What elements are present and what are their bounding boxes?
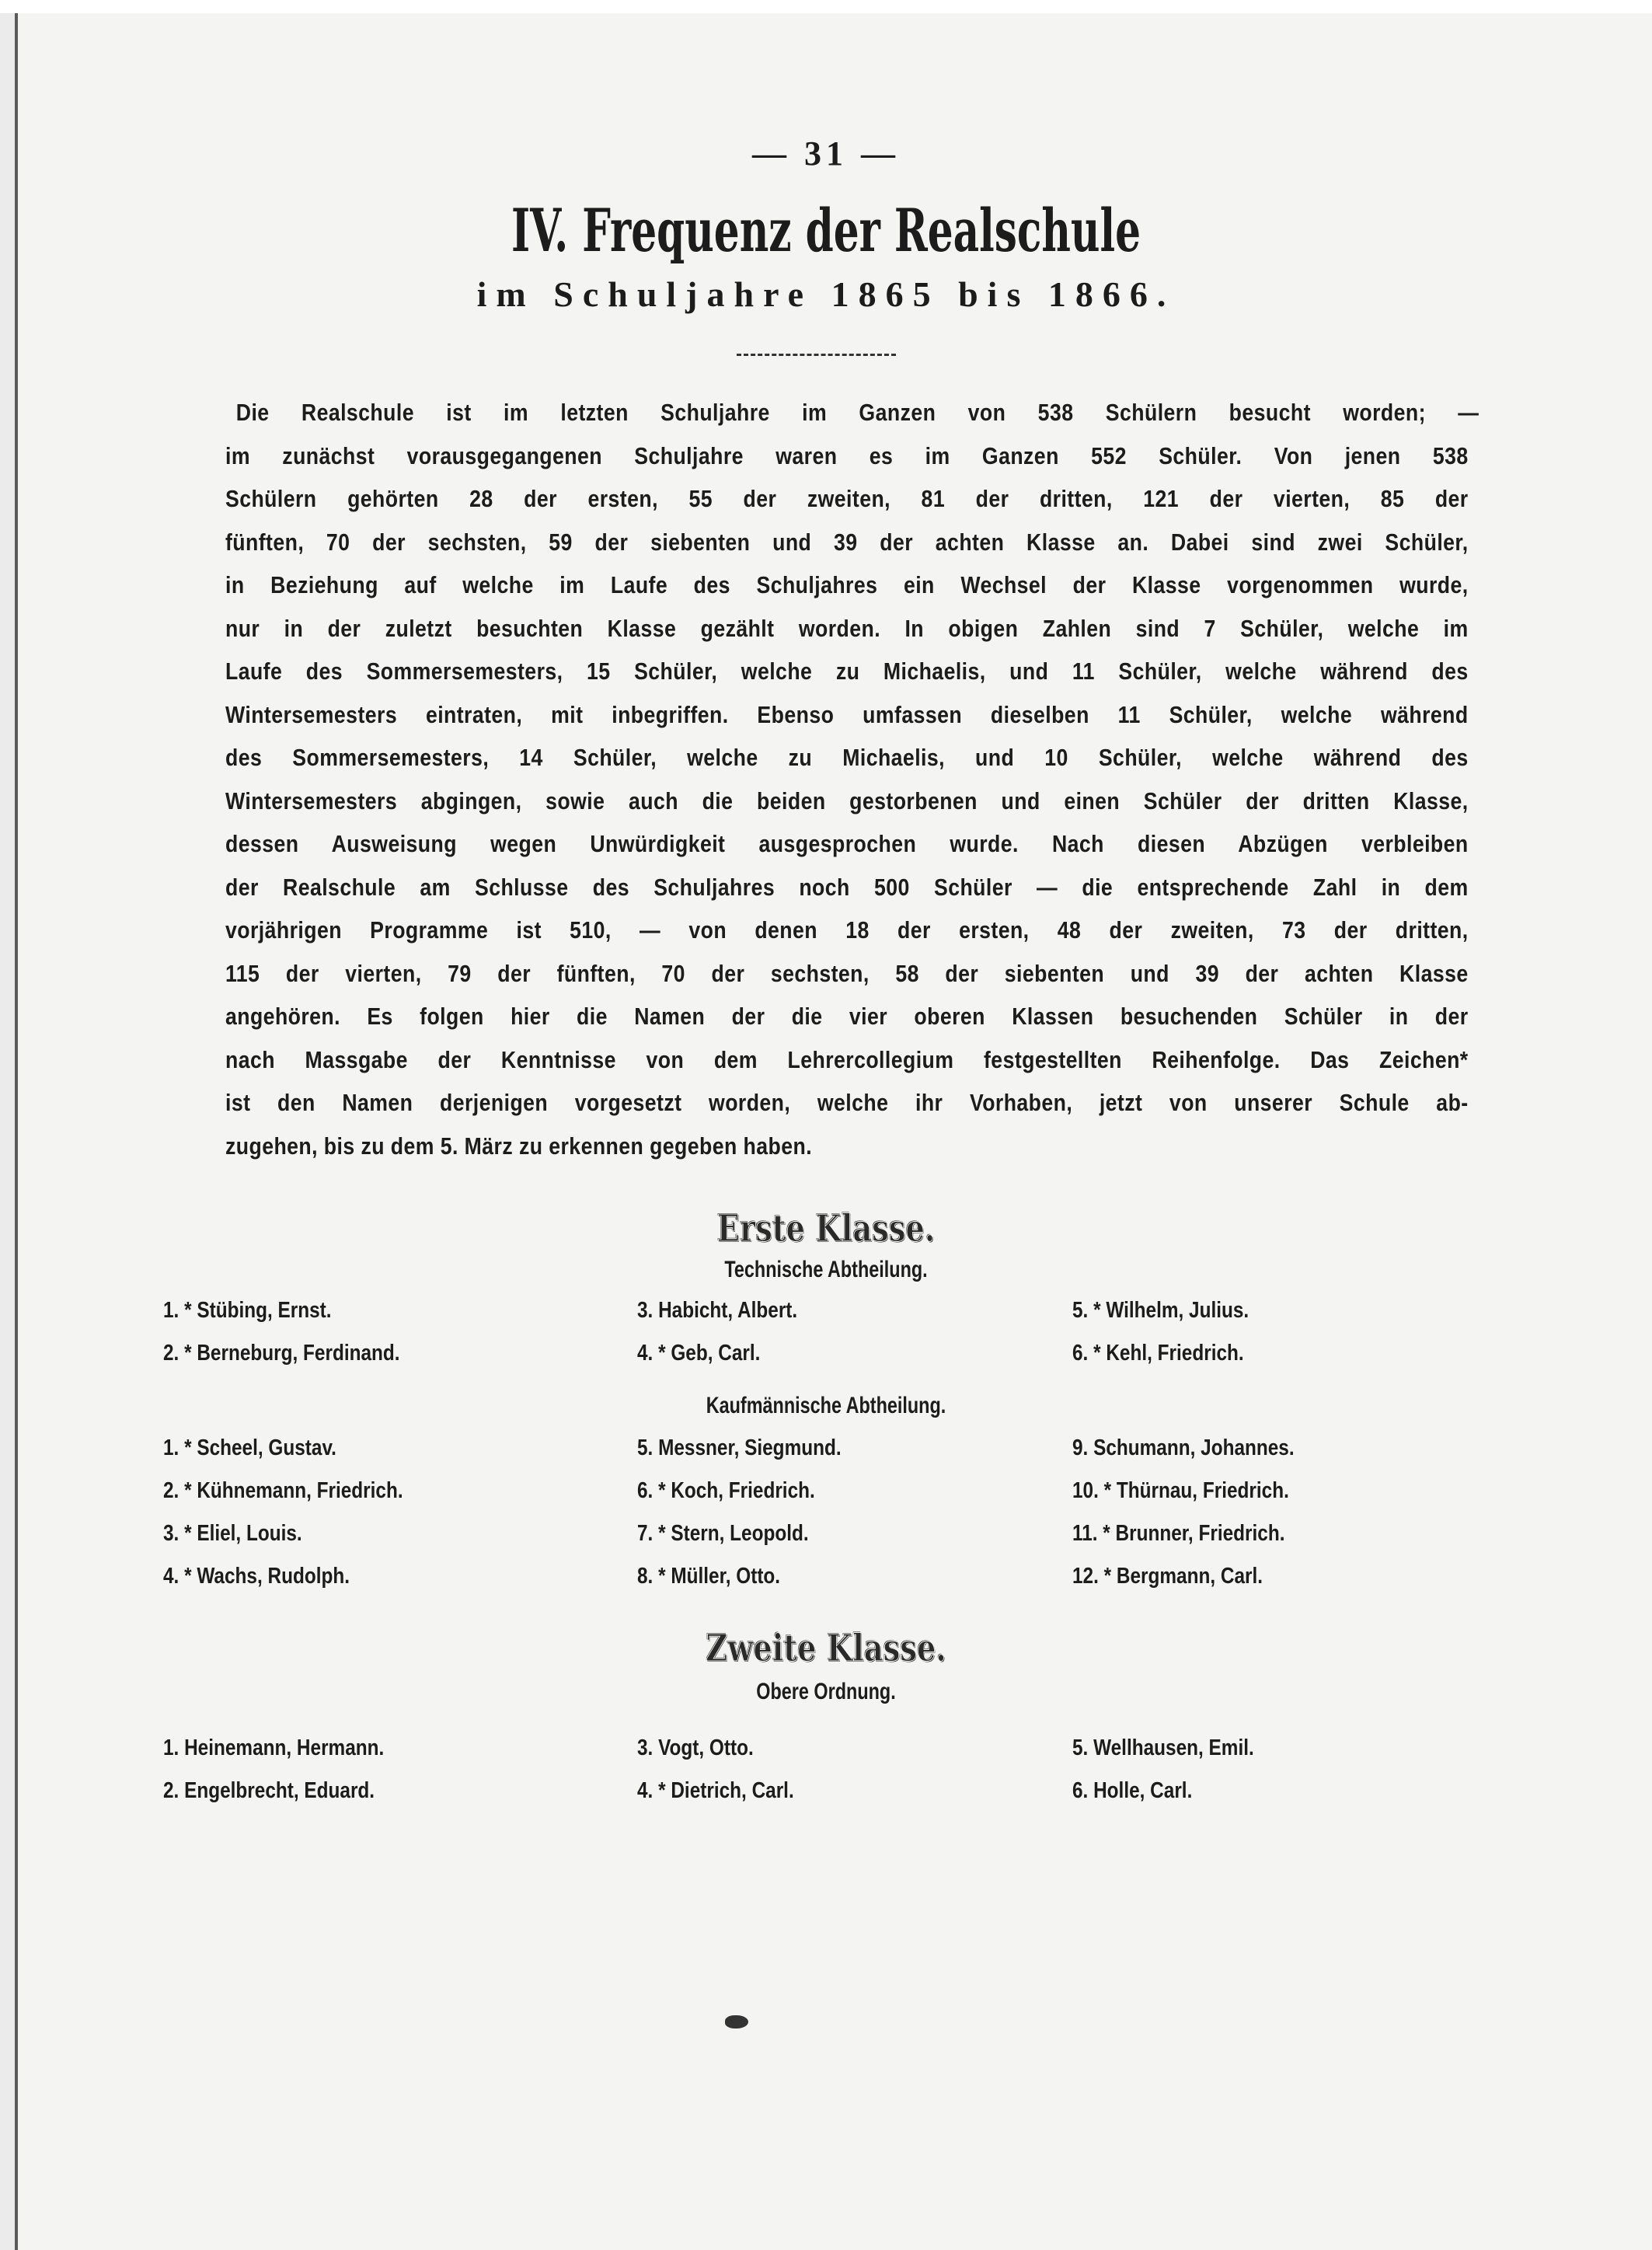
name-list-kaufmaennische (0, 1435, 1652, 1606)
name-list-technische (0, 1298, 1652, 1383)
paragraph-line: ist den Namen derjenigen vorgesetzt worden, welche ihr Vorhaben, jetzt von unserer Schule ab- (225, 1089, 1469, 1116)
student-entry: 5. Wellhausen, Emil. (1072, 1735, 1254, 1760)
name-row (0, 1778, 1652, 1821)
student-entry: 1. * Scheel, Gustav. (163, 1435, 336, 1460)
student-entry: 2. * Berneburg, Ferdinand. (163, 1341, 400, 1366)
intro-paragraph (225, 391, 1479, 1167)
student-entry: 5. Messner, Siegmund. (637, 1435, 842, 1460)
name-row (0, 1435, 1652, 1478)
student-entry: 4. * Geb, Carl. (637, 1341, 761, 1366)
student-entry: 11. * Brunner, Friedrich. (1072, 1521, 1285, 1546)
student-entry: 1. Heinemann, Hermann. (163, 1735, 385, 1760)
student-entry: 5. * Wilhelm, Julius. (1072, 1298, 1249, 1323)
paragraph-line: Schülern gehörten 28 der ersten, 55 der zweiten, 81 der dritten, 121 der vierten, 85 der (225, 485, 1469, 512)
name-row (0, 1298, 1652, 1341)
name-row (0, 1478, 1652, 1521)
student-entry: 2. Engelbrecht, Eduard. (163, 1778, 375, 1803)
subheading-obere-ordnung: Obere Ordnung. (756, 1679, 896, 1704)
student-entry: 8. * Müller, Otto. (637, 1564, 781, 1589)
ink-blot (725, 2015, 748, 2028)
student-entry: 7. * Stern, Leopold. (637, 1521, 809, 1546)
binding-edge (15, 13, 18, 2250)
paragraph-line: Laufe des Sommersemesters, 15 Schüler, welche zu Michaelis, und 11 Schüler, welche während des (225, 658, 1469, 685)
paragraph-line: nach Massgabe der Kenntnisse von dem Lehrercollegium festgestellten Reihenfolge. Das Zeichen* (225, 1045, 1469, 1073)
name-row (0, 1341, 1652, 1383)
student-entry: 9. Schumann, Johannes. (1072, 1435, 1295, 1460)
paragraph-line: dessen Ausweisung wegen Unwürdigkeit ausgesprochen wurde. Nach diesen Abzügen verbleiben (225, 830, 1469, 857)
paragraph-line: Wintersemesters eintraten, mit inbegriffen. Ebenso umfassen dieselben 11 Schüler, welche während (225, 700, 1469, 728)
paragraph-line: fünften, 70 der sechsten, 59 der siebenten und 39 der achten Klasse an. Dabei sind zwei Schüler, (225, 528, 1469, 556)
binding-shadow (0, 13, 15, 2250)
paragraph-line: Die Realschule ist im letzten Schuljahre im Ganzen von 538 Schülern besucht worden; — (235, 399, 1479, 426)
student-entry: 4. * Dietrich, Carl. (637, 1778, 794, 1803)
student-entry: 6. * Koch, Friedrich. (637, 1478, 815, 1503)
page-number: — 31 — (752, 134, 900, 173)
paragraph-line: im zunächst vorausgegangenen Schuljahre waren es im Ganzen 552 Schüler. Von jenen 538 (225, 441, 1469, 469)
paragraph-line: vorjährigen Programme ist 510, — von denen 18 der ersten, 48 der zweiten, 73 der dritten, (225, 916, 1469, 944)
student-entry: 10. * Thürnau, Friedrich. (1072, 1478, 1289, 1503)
class-heading-zweite: Zweite Klasse. (706, 1627, 946, 1670)
paragraph-line: 115 der vierten, 79 der fünften, 70 der sechsten, 58 der siebenten und 39 der achten Klasse (225, 959, 1469, 987)
student-entry: 3. Habicht, Albert. (637, 1298, 798, 1323)
subheading-technische: Technische Abtheilung. (724, 1257, 928, 1282)
student-entry: 3. Vogt, Otto. (637, 1735, 754, 1760)
student-entry: 4. * Wachs, Rudolph. (163, 1564, 350, 1589)
name-row (0, 1521, 1652, 1564)
student-entry: 2. * Kühnemann, Friedrich. (163, 1478, 403, 1503)
paragraph-line: Wintersemesters abgingen, sowie auch die beiden gestorbenen und einen Schüler der dritten Klasse, (225, 787, 1469, 815)
paragraph-line: angehören. Es folgen hier die Namen der die vier oberen Klassen besuchenden Schüler in der (225, 1003, 1469, 1030)
subheading-kaufmaennische: Kaufmännische Abtheilung. (706, 1393, 946, 1418)
student-entry: 6. * Kehl, Friedrich. (1072, 1341, 1244, 1366)
student-entry: 12. * Bergmann, Carl. (1072, 1564, 1263, 1589)
paragraph-line: zugehen, bis zu dem 5. März zu erkennen gegeben haben. (225, 1132, 813, 1160)
student-entry: 6. Holle, Carl. (1072, 1778, 1193, 1803)
paragraph-line: der Realschule am Schlusse des Schuljahres noch 500 Schüler — die entsprechende Zahl in dem (225, 873, 1469, 901)
section-title: IV. Frequenz der Realschule (511, 196, 1141, 265)
name-row (0, 1564, 1652, 1606)
paragraph-line: des Sommersemesters, 14 Schüler, welche zu Michaelis, und 10 Schüler, welche während des (225, 744, 1469, 771)
paragraph-line: nur in der zuletzt besuchten Klasse gezählt worden. In obigen Zahlen sind 7 Schüler, welche im (225, 614, 1469, 642)
name-list-obere-ordnung (0, 1735, 1652, 1821)
student-entry: 1. * Stübing, Ernst. (163, 1298, 332, 1323)
dotted-divider (737, 354, 896, 356)
name-row (0, 1735, 1652, 1778)
section-subtitle: im Schuljahre 1865 bis 1866. (476, 274, 1176, 314)
class-heading-erste: Erste Klasse. (716, 1207, 936, 1251)
scan-top-margin (0, 0, 1652, 13)
paragraph-line: in Beziehung auf welche im Laufe des Schuljahres ein Wechsel der Klasse vorgenommen wurde, (225, 571, 1469, 598)
student-entry: 3. * Eliel, Louis. (163, 1521, 302, 1546)
